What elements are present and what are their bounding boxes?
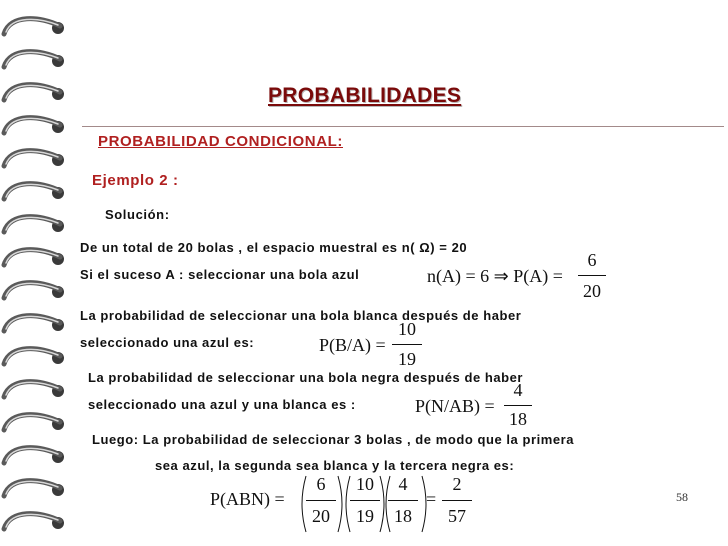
equation-1-denominator: 20 [583, 281, 601, 301]
spiral-ring [4, 349, 64, 364]
spiral-binding [0, 0, 80, 546]
page-number: 58 [676, 490, 688, 504]
equation-4-equals: = [426, 489, 437, 509]
equation-4-result-denominator: 57 [448, 506, 466, 526]
divider-line [82, 126, 724, 127]
equation-1-numerator: 6 [587, 250, 597, 270]
text-line-3: La probabilidad de seleccionar una bola blanca después de haber [80, 308, 522, 323]
solution-label: Solución: [105, 207, 170, 222]
equation-3-lhs: P(N/AB) = [415, 396, 495, 416]
text-line-1: De un total de 20 bolas , el espacio muestral es n( Ω) = 20 [80, 240, 468, 255]
text-line-4: seleccionado una azul es: [80, 335, 255, 350]
spiral-ring [4, 85, 64, 100]
equation-4-fraction-1-denominator: 20 [312, 506, 330, 526]
spiral-ring [4, 514, 64, 529]
equation-4-fraction-2-numerator: 10 [356, 474, 374, 494]
spiral-ring [4, 316, 64, 331]
spiral-ring [4, 283, 64, 298]
equation-1-lhs: n(A) = 6 ⇒ P(A) = [427, 266, 563, 286]
text-line-8: sea azul, la segunda sea blanca y la tercera negra es: [155, 458, 515, 473]
equation-2-lhs: P(B/A) = [319, 335, 386, 355]
equation-4-fraction-1-bar [306, 500, 336, 501]
spiral-ring [4, 19, 64, 34]
equation-4-result-bar [442, 500, 472, 501]
example-label: Ejemplo 2 : [92, 172, 179, 189]
equation-2-fraction-bar [392, 344, 422, 345]
equation-3-denominator: 18 [509, 409, 527, 429]
page-title: PROBABILIDADES [268, 84, 462, 107]
spiral-ring [4, 481, 64, 496]
equation-4-fraction-3-bar [388, 500, 418, 501]
spiral-ring [4, 217, 64, 232]
text-line-5: La probabilidad de seleccionar una bola negra después de haber [88, 370, 524, 385]
equation-4-result-numerator: 2 [452, 474, 462, 494]
equation-2-denominator: 19 [398, 349, 416, 369]
equation-4-lhs: P(ABN) = [210, 489, 285, 509]
spiral-ring [4, 184, 64, 199]
equation-2-numerator: 10 [398, 319, 416, 339]
text-line-7: Luego: La probabilidad de seleccionar 3 bolas , de modo que la primera [92, 432, 575, 447]
equation-1-fraction-bar [578, 275, 606, 276]
spiral-ring [4, 250, 64, 265]
spiral-ring [4, 52, 64, 67]
equation-4-fraction-2-denominator: 19 [356, 506, 374, 526]
spiral-ring [4, 448, 64, 463]
spiral-ring [4, 382, 64, 397]
equation-3-numerator: 4 [513, 380, 523, 400]
text-line-6: seleccionado una azul y una blanca es : [88, 397, 356, 412]
text-line-2: Si el suceso A : seleccionar una bola azul [80, 267, 360, 282]
section-subtitle: PROBABILIDAD CONDICIONAL: [98, 133, 343, 150]
spiral-ring [4, 415, 64, 430]
equation-4-fraction-1-numerator: 6 [316, 474, 326, 494]
spiral-ring [4, 151, 64, 166]
equation-3-fraction-bar [504, 405, 532, 406]
equation-4-fraction-2-bar [350, 500, 380, 501]
equation-4-fraction-3-denominator: 18 [394, 506, 412, 526]
equation-4-fraction-3-numerator: 4 [398, 474, 408, 494]
spiral-ring [4, 118, 64, 133]
